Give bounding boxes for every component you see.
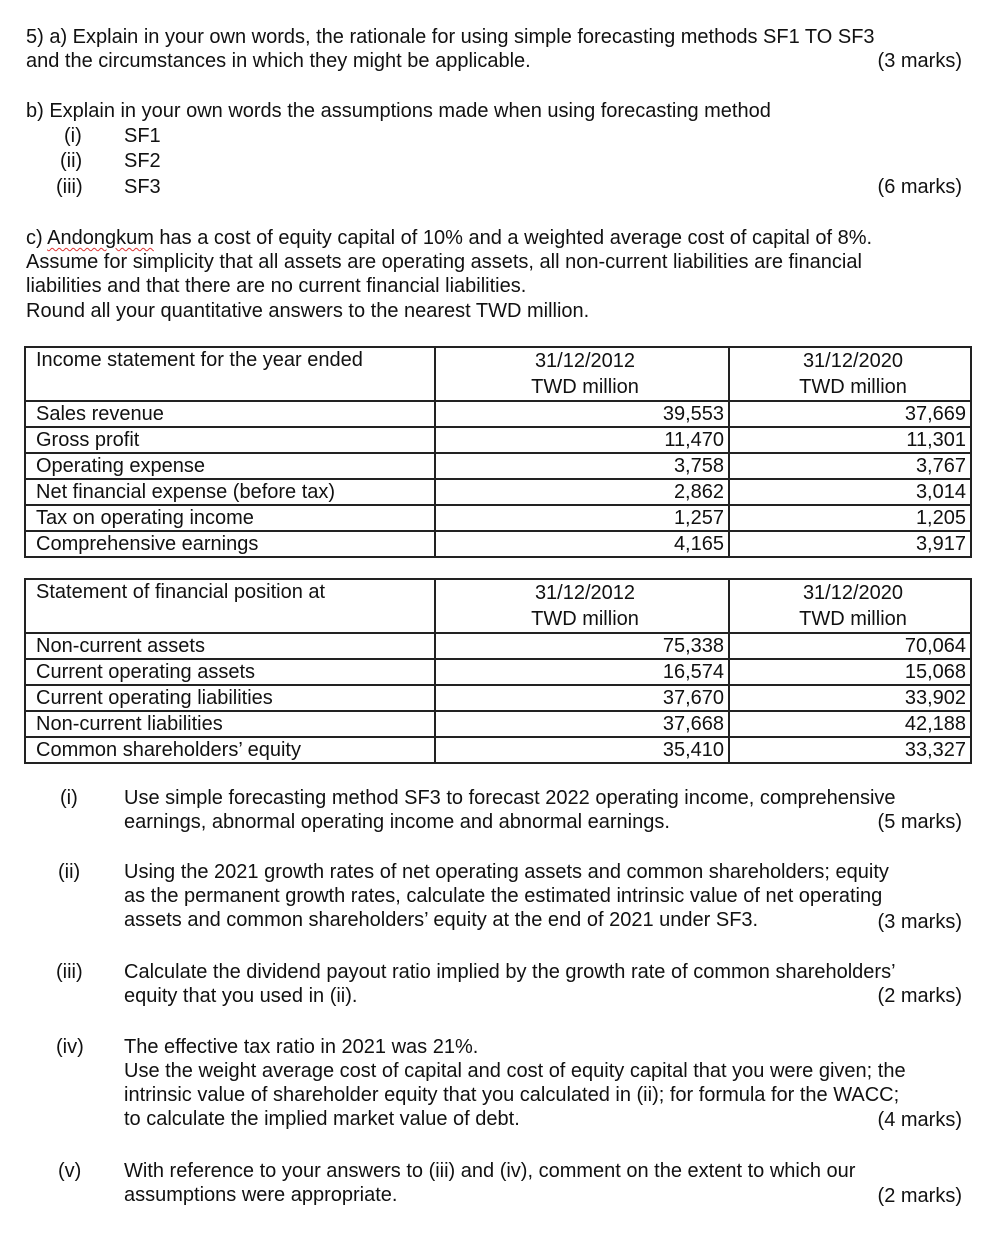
income-statement-table [24,346,972,558]
value-2012: 37,668 [435,711,729,737]
part-a-line1: 5) a) Explain in your own words, the rationale for using simple forecasting methods SF1 TO SF3 [26,26,875,48]
question-text: Use simple forecasting method SF3 to forecast 2022 operating income, comprehensive earnings, abnormal operating income and abnormal earnings. [124,787,896,833]
value-2012: 4,165 [435,531,729,557]
row-label: Current operating liabilities [25,685,435,711]
column-header-2012: 31/12/2012 TWD million [435,347,729,401]
table-row [25,427,971,453]
value-2012: 11,470 [435,427,729,453]
row-label: Sales revenue [25,401,435,427]
part-b-item-num: (ii) [60,150,83,172]
question-marks: (4 marks) [877,1109,962,1131]
question-marks: (5 marks) [877,811,962,833]
value-2012: 75,338 [435,633,729,659]
part-c-line4: Round all your quantitative answers to the nearest TWD million. [26,300,590,322]
row-label: Gross profit [25,427,435,453]
value-2012: 1,257 [435,505,729,531]
question-text: The effective tax ratio in 2021 was 21%. Use the weight average cost of capital and cost of equity capital that you were given; the intrinsic value of shareholder equity that you calculated in (ii); for formula for the WACC; to calculate the implied market value of debt. [124,1036,906,1130]
value-2020: 42,188 [729,711,971,737]
row-label: Operating expense [25,453,435,479]
question-text: Using the 2021 growth rates of net operating assets and common shareholders; equity as the permanent growth rates, calculate the estimated intrinsic value of net operating assets and common shareholders’ equity at the end of 2021 under SF3. [124,861,889,931]
part-c-line2: Assume for simplicity that all assets are operating assets, all non-current liabilities are financial [26,251,862,273]
company-name: Andongkum [47,227,154,249]
value-2020: 33,902 [729,685,971,711]
question-text: With reference to your answers to (iii) and (iv), comment on the extent to which our assumptions were appropriate. [124,1160,856,1206]
row-label: Common shareholders’ equity [25,737,435,763]
value-2012: 39,553 [435,401,729,427]
table-title: Statement of financial position at [25,579,435,633]
table-row [25,479,971,505]
table-row [25,633,971,659]
financial-position-table [24,578,972,764]
table-title: Income statement for the year ended [25,347,435,401]
value-2012: 2,862 [435,479,729,505]
value-2020: 1,205 [729,505,971,531]
question-number: (v) [58,1160,82,1182]
value-2020: 3,917 [729,531,971,557]
table-header-row [25,579,971,633]
question-marks: (2 marks) [877,985,962,1007]
column-header-2020: 31/12/2020 TWD million [729,347,971,401]
table-header-row [25,347,971,401]
question-text: Calculate the dividend payout ratio implied by the growth rate of common shareholders’ equity that you used in (ii). [124,961,896,1007]
question-number: (ii) [58,861,81,883]
column-header-2020: 31/12/2020 TWD million [729,579,971,633]
value-2020: 37,669 [729,401,971,427]
question-marks: (3 marks) [877,911,962,933]
column-header-2012: 31/12/2012 TWD million [435,579,729,633]
table-row [25,453,971,479]
row-label: Tax on operating income [25,505,435,531]
value-2020: 3,767 [729,453,971,479]
table-row [25,531,971,557]
row-label: Comprehensive earnings [25,531,435,557]
part-b-item-num: (iii) [56,176,83,198]
question-number: (iii) [56,961,83,983]
row-label: Current operating assets [25,659,435,685]
table-row [25,401,971,427]
value-2012: 16,574 [435,659,729,685]
part-a-line2: and the circumstances in which they might be applicable. [26,50,531,72]
value-2020: 70,064 [729,633,971,659]
value-2020: 11,301 [729,427,971,453]
question-number: (iv) [56,1036,84,1058]
part-a-marks: (3 marks) [877,50,962,72]
question-number: (i) [60,787,78,809]
table-row [25,685,971,711]
part-b-intro: b) Explain in your own words the assumptions made when using forecasting method [26,100,771,122]
row-label: Net financial expense (before tax) [25,479,435,505]
value-2020: 3,014 [729,479,971,505]
value-2020: 33,327 [729,737,971,763]
value-2012: 37,670 [435,685,729,711]
value-2020: 15,068 [729,659,971,685]
table-row [25,659,971,685]
part-b-marks: (6 marks) [877,176,962,198]
value-2012: 3,758 [435,453,729,479]
part-b-item-text: SF1 [124,125,161,147]
table-row [25,505,971,531]
table-row [25,711,971,737]
question-marks: (2 marks) [877,1185,962,1207]
table-row [25,737,971,763]
part-b-item-text: SF3 [124,176,161,198]
part-c-line3: liabilities and that there are no current financial liabilities. [26,275,527,297]
row-label: Non-current assets [25,633,435,659]
part-c-prefix: c) [26,227,48,249]
row-label: Non-current liabilities [25,711,435,737]
value-2012: 35,410 [435,737,729,763]
part-c-line1-rest: has a cost of equity capital of 10% and a weighted average cost of capital of 8%. [153,227,873,249]
part-c-line1 [26,226,872,250]
part-b-item-text: SF2 [124,150,161,172]
part-b-item-num: (i) [64,125,82,147]
